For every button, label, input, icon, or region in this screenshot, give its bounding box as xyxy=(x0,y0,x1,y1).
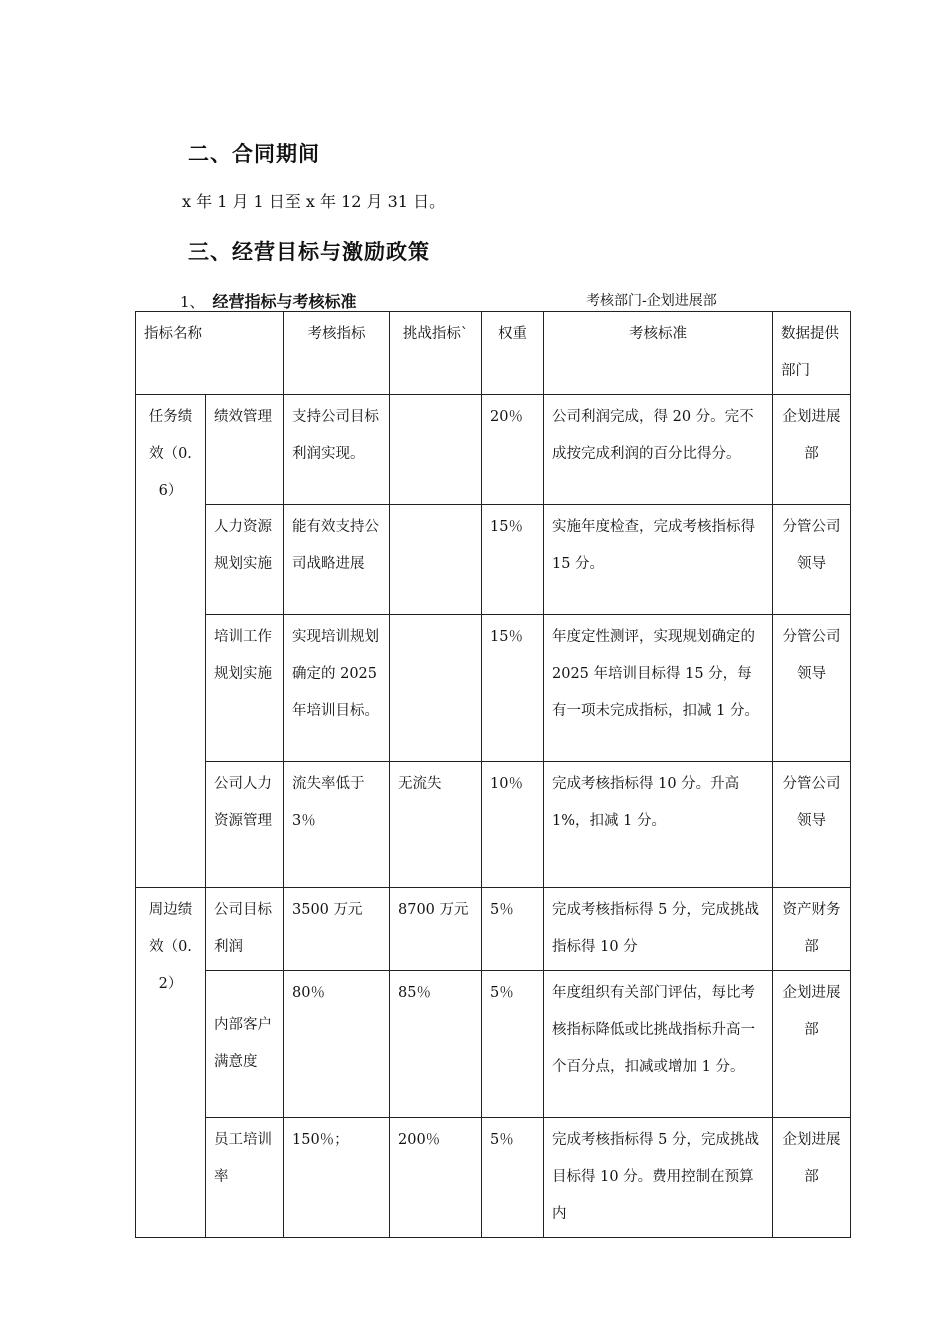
assessment-department: 考核部门-企划进展部 xyxy=(586,293,717,309)
section-2-heading: 二、合同期间 xyxy=(188,142,320,166)
row-standard: 完成考核指标得 10 分。升高 1%，扣减 1 分。 xyxy=(544,762,773,888)
row-target: 实现培训规划确定的 2025 年培训目标。 xyxy=(284,615,390,762)
row-challenge: 8700 万元 xyxy=(390,888,482,971)
row-weight: 5％ xyxy=(482,1118,544,1238)
row-challenge xyxy=(390,395,482,505)
row-standard: 完成考核指标得 5 分，完成挑战指标得 10 分 xyxy=(544,888,773,971)
contract-period-text: x 年 1 月 1 日至 x 年 12 月 31 日。 xyxy=(182,192,446,211)
row-weight: 10％ xyxy=(482,762,544,888)
row-target: 流失率低于 3％ xyxy=(284,762,390,888)
table-row xyxy=(136,888,851,971)
row-standard: 公司利润完成，得 20 分。完不成按完成利润的百分比得分。 xyxy=(544,395,773,505)
row-challenge xyxy=(390,615,482,762)
row-source: 分管公司领导 xyxy=(773,615,851,762)
table-row xyxy=(136,971,851,1118)
section-3-heading: 三、经营目标与激励政策 xyxy=(188,240,430,264)
subsection-number: 1、 xyxy=(180,293,205,311)
row-source: 企划进展部 xyxy=(773,1118,851,1238)
group-label: 周边绩效（0.2） xyxy=(136,888,206,1238)
row-source: 资产财务部 xyxy=(773,888,851,971)
row-challenge xyxy=(390,505,482,615)
header-row xyxy=(136,312,851,395)
row-standard: 实施年度检查，完成考核指标得 15 分。 xyxy=(544,505,773,615)
row-name: 公司目标利润 xyxy=(206,888,284,971)
row-standard: 年度定性测评，实现规划确定的 2025 年培训目标得 15 分，每有一项未完成指标，扣减 1 分。 xyxy=(544,615,773,762)
row-name: 内部客户满意度 xyxy=(206,971,284,1118)
row-challenge: 200％ xyxy=(390,1118,482,1238)
row-weight: 15％ xyxy=(482,615,544,762)
row-weight: 15％ xyxy=(482,505,544,615)
row-standard: 年度组织有关部门评估，每比考核指标降低或比挑战指标升高一个百分点，扣减或增加 1 分。 xyxy=(544,971,773,1118)
row-weight: 5％ xyxy=(482,971,544,1118)
row-source: 企划进展部 xyxy=(773,395,851,505)
header-target: 考核指标 xyxy=(284,312,390,395)
row-target: 150％； xyxy=(284,1118,390,1238)
header-weight: 权重 xyxy=(482,312,544,395)
header-source: 数据提供部门 xyxy=(773,312,851,395)
subsection-heading xyxy=(180,289,357,312)
header-standard: 考核标准 xyxy=(544,312,773,395)
row-target: 80％ xyxy=(284,971,390,1118)
table-row xyxy=(136,395,851,505)
row-name: 培训工作规划实施 xyxy=(206,615,284,762)
row-name: 员工培训率 xyxy=(206,1118,284,1238)
table-row xyxy=(136,1118,851,1238)
row-source: 企划进展部 xyxy=(773,971,851,1118)
row-weight: 20％ xyxy=(482,395,544,505)
header-name: 指标名称 xyxy=(136,312,284,395)
row-source: 分管公司领导 xyxy=(773,505,851,615)
row-name: 公司人力资源管理 xyxy=(206,762,284,888)
group-label: 任务绩效（0.6） xyxy=(136,395,206,888)
subsection-title: 经营指标与考核标准 xyxy=(212,292,357,311)
row-standard: 完成考核指标得 5 分，完成挑战目标得 10 分。费用控制在预算内 xyxy=(544,1118,773,1238)
header-challenge: 挑战指标` xyxy=(390,312,482,395)
row-challenge: 85％ xyxy=(390,971,482,1118)
table-row xyxy=(136,505,851,615)
row-target: 支持公司目标利润实现。 xyxy=(284,395,390,505)
row-source: 分管公司领导 xyxy=(773,762,851,888)
table-row xyxy=(136,615,851,762)
row-name: 人力资源规划实施 xyxy=(206,505,284,615)
row-target: 能有效支持公司战略进展 xyxy=(284,505,390,615)
row-challenge: 无流失 xyxy=(390,762,482,888)
kpi-table xyxy=(135,311,851,1238)
row-name: 绩效管理 xyxy=(206,395,284,505)
table-row xyxy=(136,762,851,888)
row-weight: 5％ xyxy=(482,888,544,971)
row-target: 3500 万元 xyxy=(284,888,390,971)
